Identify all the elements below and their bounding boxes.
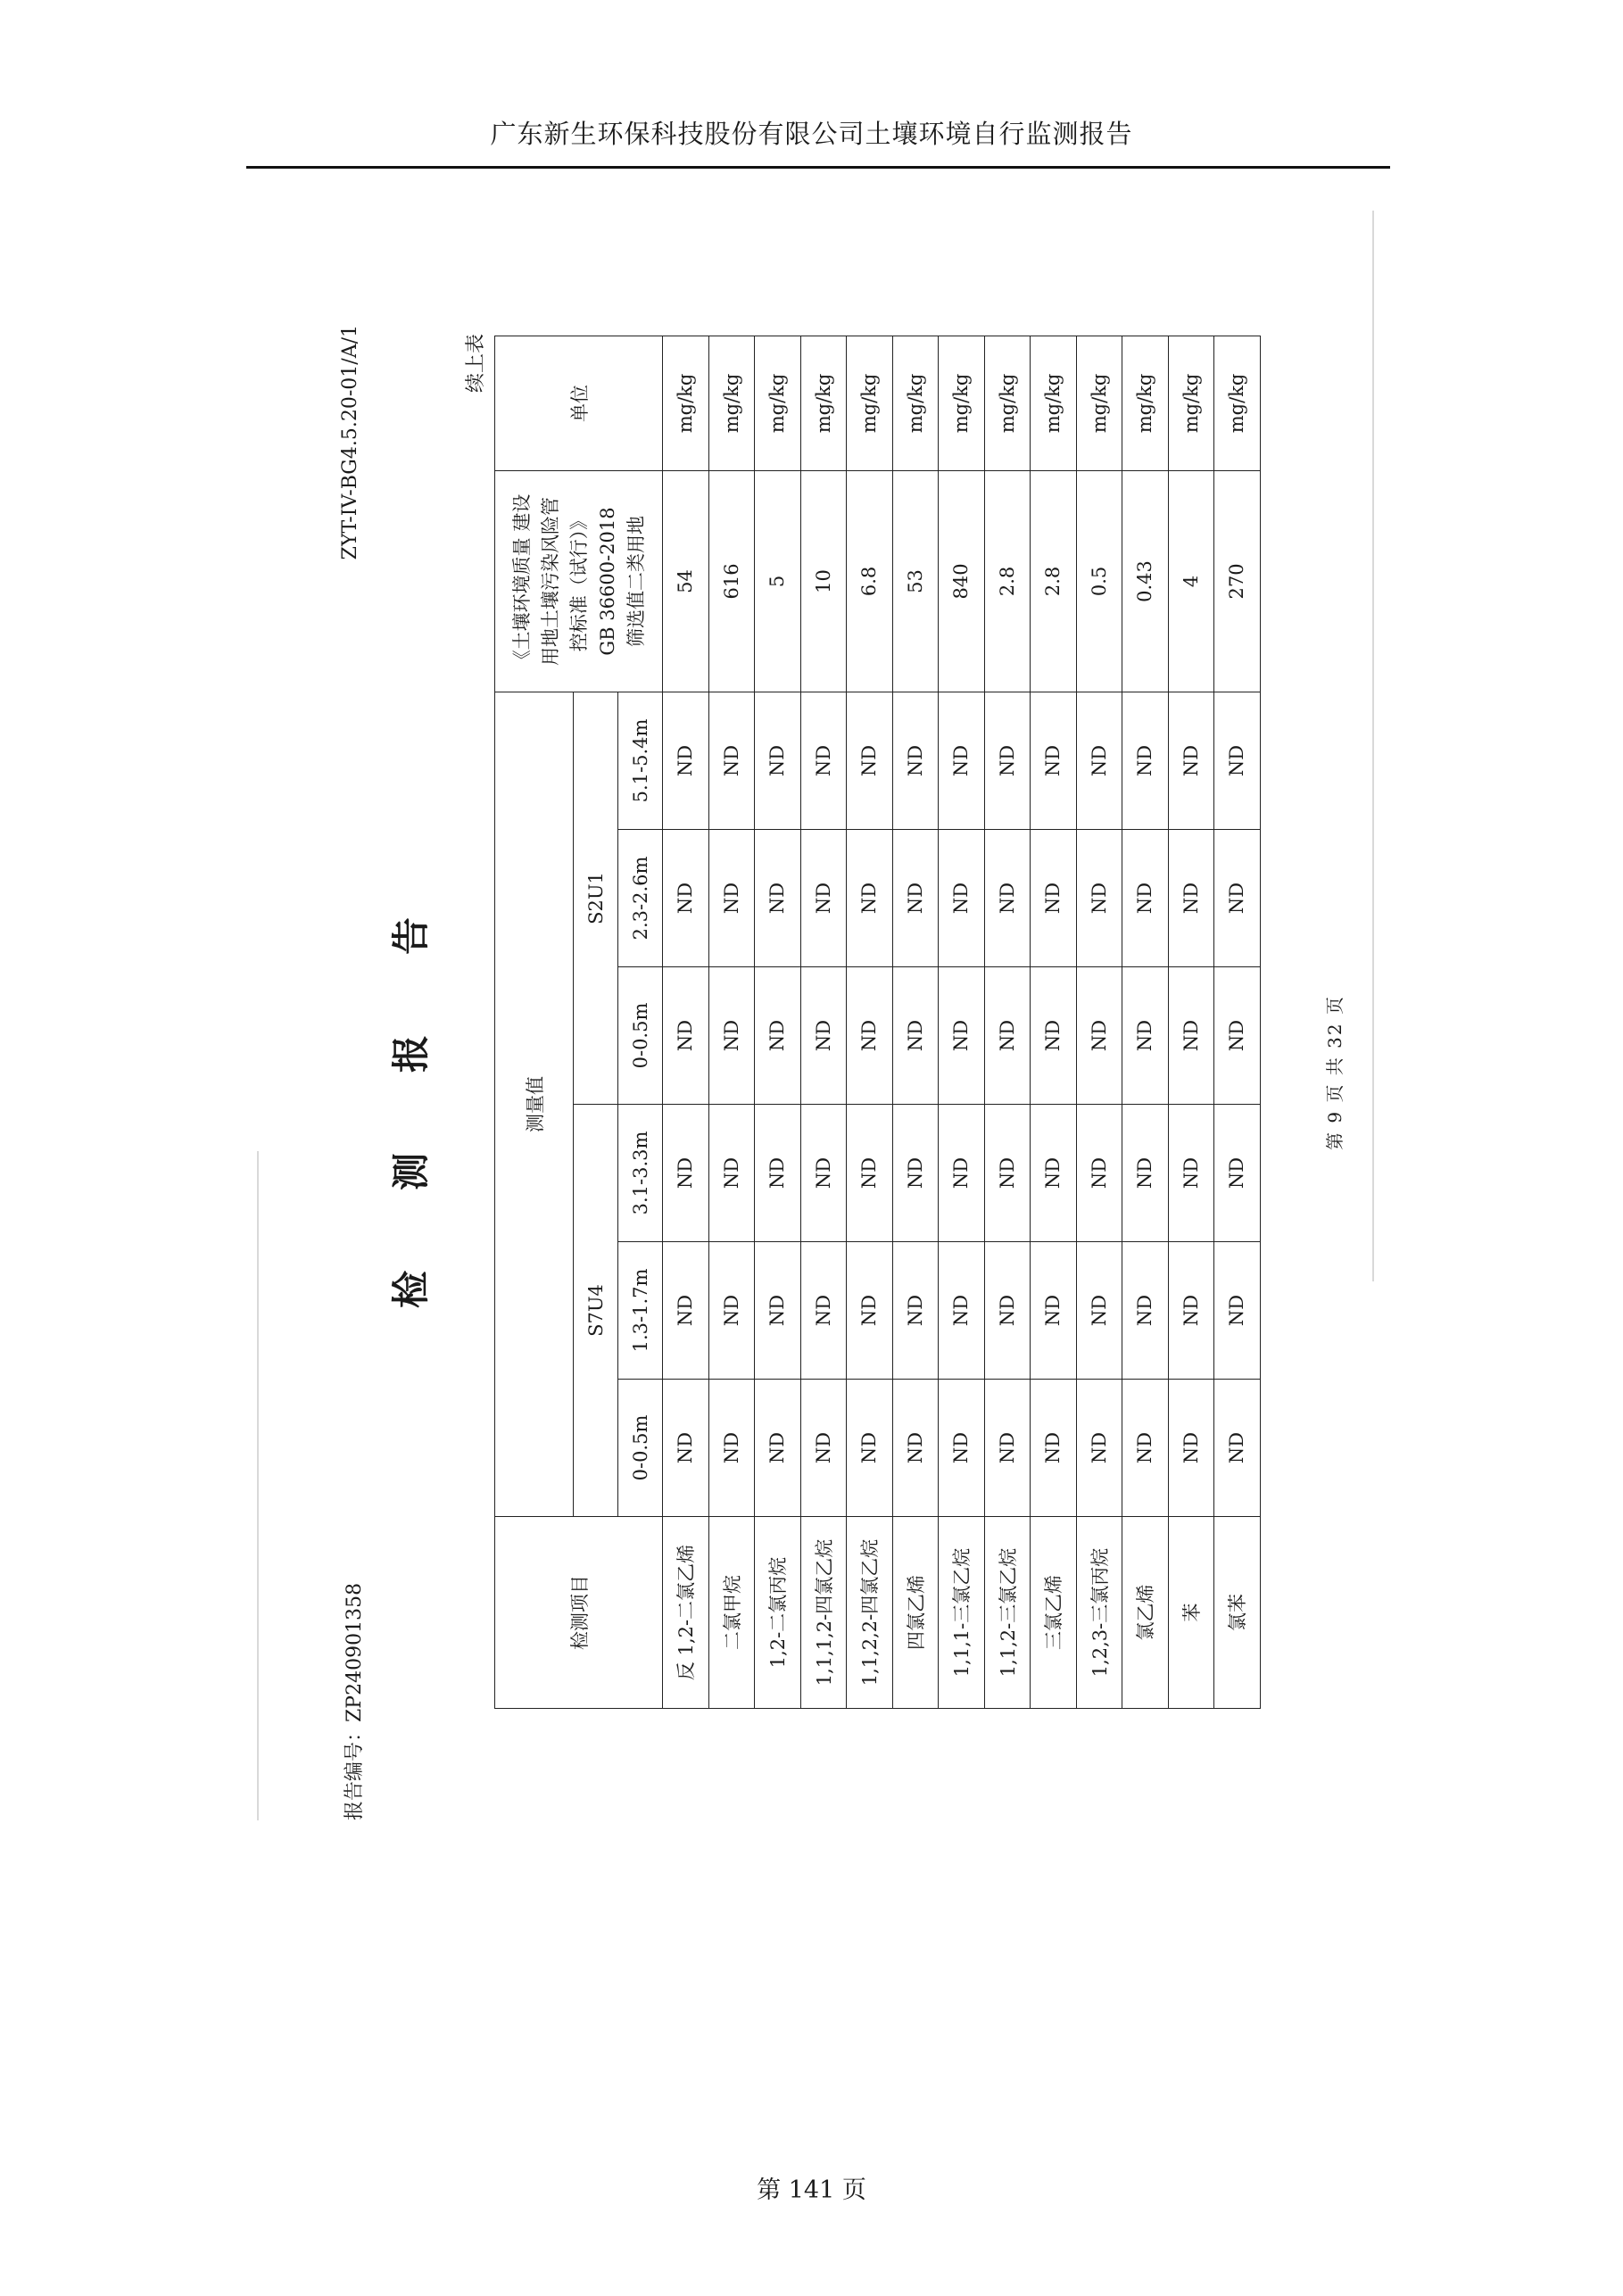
header-depth: 3.1-3.3m [618,1105,663,1242]
value-cell: ND [892,830,939,967]
unit-cell: mg/kg [1214,336,1261,470]
value-cell: ND [847,1380,893,1517]
value-cell: ND [1031,1105,1077,1242]
item-cell: 1,1,2,2-四氯乙烷 [847,1517,893,1709]
unit-cell: mg/kg [1122,336,1169,470]
item-cell: 1,2,3-三氯丙烷 [1076,1517,1122,1709]
value-cell: ND [800,692,847,829]
item-cell: 三氯乙烯 [1031,1517,1077,1709]
value-cell: ND [1031,830,1077,967]
table-row [939,336,985,1708]
unit-cell: mg/kg [800,336,847,470]
scanned-report-sheet [335,316,1393,1829]
table-row [708,336,755,1708]
value-cell: ND [984,830,1031,967]
value-cell: ND [755,830,801,967]
table-row [1122,336,1169,1708]
value-cell: ND [663,1105,709,1242]
report-title: 检测报告 [389,837,433,1309]
value-cell: ND [939,692,985,829]
value-cell: ND [708,1105,755,1242]
unit-cell: mg/kg [663,336,709,470]
value-cell: ND [939,1242,985,1380]
value-cell: ND [892,1105,939,1242]
table-row [984,336,1031,1708]
value-cell: ND [1214,1242,1261,1380]
value-cell: ND [1076,967,1122,1105]
unit-cell: mg/kg [755,336,801,470]
value-cell: ND [847,1105,893,1242]
header-depth: 0-0.5m [618,1380,663,1517]
table-body [663,336,1261,1708]
value-cell: ND [755,1242,801,1380]
value-cell: ND [755,692,801,829]
value-cell: ND [755,967,801,1105]
value-cell: ND [708,967,755,1105]
value-cell: ND [847,1242,893,1380]
header-point: S2U1 [574,692,618,1104]
table-row [1076,336,1122,1708]
value-cell: ND [800,967,847,1105]
value-cell: ND [663,692,709,829]
value-cell: ND [663,967,709,1105]
standard-cell: 616 [708,470,755,692]
standard-cell: 840 [939,470,985,692]
unit-cell: mg/kg [1168,336,1214,470]
standard-cell: 4 [1168,470,1214,692]
unit-cell: mg/kg [984,336,1031,470]
standard-cell: 10 [800,470,847,692]
header-point: S7U4 [574,1105,618,1517]
value-cell: ND [892,1380,939,1517]
results-table [494,336,1261,1709]
form-code: ZYT-IV-BG4.5.20-01/A/1 [339,325,361,560]
header-measured: 测量值 [495,692,574,1516]
value-cell: ND [984,1242,1031,1380]
item-cell: 氯苯 [1214,1517,1261,1709]
item-cell: 四氯乙烯 [892,1517,939,1709]
std-line: 用地土壤污染风险管 [539,496,561,666]
value-cell: ND [984,692,1031,829]
value-cell: ND [1076,1105,1122,1242]
page-header: 广东新生环保科技股份有限公司土壤环境自行监测报告 [490,119,1133,149]
value-cell: ND [1214,692,1261,829]
header-depth: 0-0.5m [618,967,663,1105]
inner-page-number: 第 9 页 共 32 页 [1324,995,1346,1150]
item-cell: 反 1,2-二氯乙烯 [663,1517,709,1709]
header-depth: 1.3-1.7m [618,1242,663,1380]
header-rule [246,166,1390,169]
value-cell: ND [1168,1242,1214,1380]
standard-cell: 6.8 [847,470,893,692]
value-cell: ND [663,1242,709,1380]
value-cell: ND [939,1105,985,1242]
header-depth: 2.3-2.6m [618,830,663,967]
value-cell: ND [939,967,985,1105]
item-cell: 1,1,1,2-四氯乙烷 [800,1517,847,1709]
table-row [1031,336,1077,1708]
value-cell: ND [1031,1380,1077,1517]
value-cell: ND [663,1380,709,1517]
value-cell: ND [1122,1242,1169,1380]
table-row [892,336,939,1708]
value-cell: ND [1031,1242,1077,1380]
unit-cell: mg/kg [939,336,985,470]
value-cell: ND [939,830,985,967]
value-cell: ND [1214,830,1261,967]
standard-cell: 53 [892,470,939,692]
header-standard [495,470,663,692]
value-cell: ND [1214,1380,1261,1517]
value-cell: ND [984,1380,1031,1517]
value-cell: ND [1168,1105,1214,1242]
table-row [800,336,847,1708]
value-cell: ND [1076,1380,1122,1517]
item-cell: 氯乙烯 [1122,1517,1169,1709]
value-cell: ND [800,830,847,967]
item-cell: 二氯甲烷 [708,1517,755,1709]
item-cell: 1,1,1-三氯乙烷 [939,1517,985,1709]
value-cell: ND [1168,830,1214,967]
continued-label: 续上表 [465,334,487,394]
value-cell: ND [1168,1380,1214,1517]
standard-cell: 0.43 [1122,470,1169,692]
rotated-sheet-wrapper [335,316,1393,1829]
value-cell: ND [708,830,755,967]
table-row [663,336,709,1708]
value-cell: ND [1122,1380,1169,1517]
standard-cell: 5 [755,470,801,692]
value-cell: ND [800,1380,847,1517]
table-row [1214,336,1261,1708]
value-cell: ND [663,830,709,967]
item-cell: 1,1,2-三氯乙烷 [984,1517,1031,1709]
standard-cell: 2.8 [1031,470,1077,692]
std-line: 控标准（试行）》 [567,510,590,652]
unit-cell: mg/kg [1031,336,1077,470]
value-cell: ND [1168,967,1214,1105]
value-cell: ND [1122,967,1169,1105]
standard-cell: 2.8 [984,470,1031,692]
header-unit: 单位 [495,336,663,470]
table-row [755,336,801,1708]
header-item: 检测项目 [495,1517,663,1709]
value-cell: ND [892,692,939,829]
value-cell: ND [1031,967,1077,1105]
standard-cell: 270 [1214,470,1261,692]
value-cell: ND [708,1380,755,1517]
unit-cell: mg/kg [847,336,893,470]
value-cell: ND [708,692,755,829]
table-row [1168,336,1214,1708]
std-line: 《土壤环境质量 建设 [510,493,533,669]
table-row [847,336,893,1708]
value-cell: ND [1076,1242,1122,1380]
value-cell: ND [1214,967,1261,1105]
value-cell: ND [1031,692,1077,829]
value-cell: ND [1076,830,1122,967]
item-cell: 1,2-二氯丙烷 [755,1517,801,1709]
standard-cell: 54 [663,470,709,692]
value-cell: ND [984,967,1031,1105]
item-cell: 苯 [1168,1517,1214,1709]
value-cell: ND [847,830,893,967]
unit-cell: mg/kg [708,336,755,470]
value-cell: ND [892,967,939,1105]
value-cell: ND [1076,692,1122,829]
header-depth: 5.1-5.4m [618,692,663,829]
value-cell: ND [1168,692,1214,829]
value-cell: ND [847,967,893,1105]
standard-cell: 0.5 [1076,470,1122,692]
value-cell: ND [1122,830,1169,967]
unit-cell: mg/kg [892,336,939,470]
value-cell: ND [800,1105,847,1242]
value-cell: ND [1122,692,1169,829]
value-cell: ND [1122,1105,1169,1242]
value-cell: ND [892,1242,939,1380]
value-cell: ND [755,1105,801,1242]
value-cell: ND [847,692,893,829]
std-line: GB 36600-2018 [596,507,618,656]
unit-cell: mg/kg [1076,336,1122,470]
value-cell: ND [1214,1105,1261,1242]
value-cell: ND [984,1105,1031,1242]
value-cell: ND [708,1242,755,1380]
page-footer: 第 141 页 [757,2176,866,2204]
value-cell: ND [800,1242,847,1380]
value-cell: ND [755,1380,801,1517]
report-number: 报告编号：ZP240901358 [344,1582,366,1820]
std-line: 筛选值二类用地 [625,515,647,647]
value-cell: ND [939,1380,985,1517]
scan-edge-left [257,1151,259,1820]
